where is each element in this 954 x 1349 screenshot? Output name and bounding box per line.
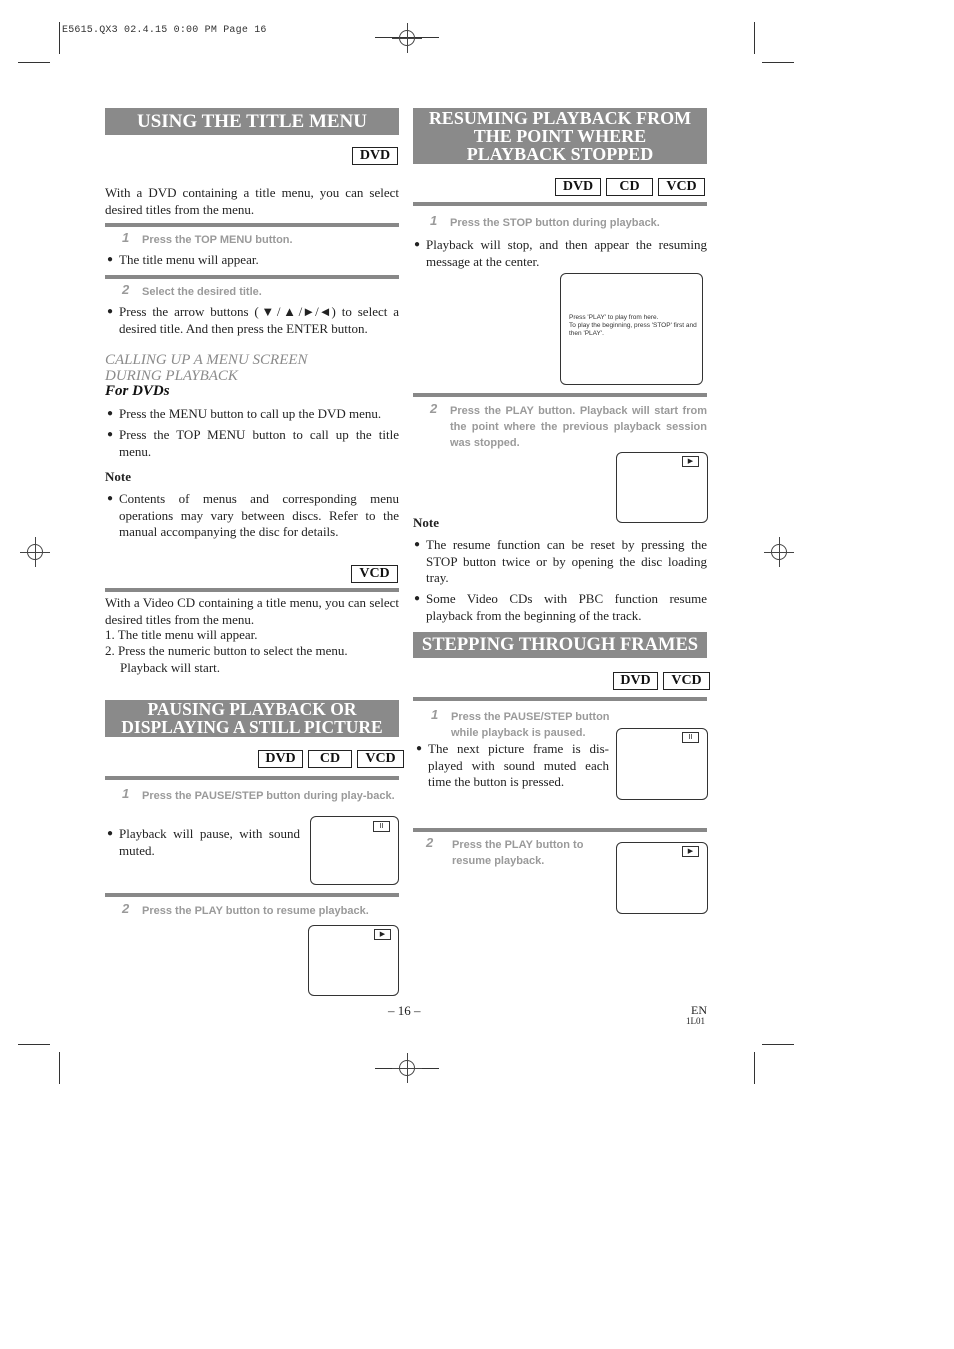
tag-cd: CD <box>308 750 352 768</box>
crop-mark <box>754 1052 755 1084</box>
tv-screen <box>308 925 399 996</box>
play-icon: ▶ <box>682 456 699 467</box>
tv-screen <box>560 273 703 385</box>
step-1: 1 Press the PAUSE/STEP button during play-back. <box>122 786 395 802</box>
bullet: ● Some Video CDs with PBC function resume playback from the beginning of the track. <box>414 591 707 623</box>
step-1: 1 Press the STOP button during playback. <box>430 213 660 229</box>
divider <box>105 776 399 780</box>
divider <box>413 202 707 206</box>
tv-screen <box>616 842 708 914</box>
vcd-step-1: 1. The title menu will appear. <box>105 627 258 642</box>
divider <box>105 893 399 897</box>
bullet: ● Contents of menus and corresponding menu operations may vary between discs. Refer to the manual accompanying the disc for details. <box>107 491 399 539</box>
pause-icon: II <box>682 732 699 743</box>
bullet: ● Playback will pause, with sound muted. <box>107 826 300 858</box>
vcd-step-2b: Playback will start. <box>120 660 221 675</box>
step-1: 1 Press the TOP MENU button. <box>122 230 293 246</box>
registration-mark <box>20 537 50 567</box>
bullet: ● The next picture frame is dis-played with sound muted each time the button is pressed. <box>416 741 609 789</box>
divider <box>105 275 399 279</box>
tag-vcd: VCD <box>663 672 710 690</box>
tag-dvd: DVD <box>555 178 601 196</box>
divider <box>413 697 707 701</box>
tag-dvd: DVD <box>613 672 658 690</box>
print-header: E5615.QX3 02.4.15 0:00 PM Page 16 <box>62 25 267 36</box>
tag-vcd: VCD <box>357 750 404 768</box>
play-icon: ▶ <box>374 929 391 940</box>
tag-vcd: VCD <box>351 565 398 583</box>
registration-mark <box>392 23 422 53</box>
subheading-calling: CALLING UP A MENU SCREEN DURING PLAYBACK <box>105 352 308 384</box>
crop-mark <box>762 1044 794 1045</box>
disc-tags <box>258 750 404 768</box>
vcd-step-2: 2. Press the numeric button to select the menu. <box>105 643 348 658</box>
step-2: 2 Select the desired title. <box>122 282 262 298</box>
note-label: Note <box>105 469 131 484</box>
intro-text: With a DVD containing a title menu, you can select desired titles from the menu. <box>105 185 399 217</box>
crop-mark <box>59 1052 60 1084</box>
divider <box>105 588 399 592</box>
disc-tags <box>613 672 710 690</box>
divider <box>413 828 707 832</box>
bullet: ● Press the TOP MENU button to call up the title menu. <box>107 427 399 459</box>
crop-mark <box>762 62 794 63</box>
registration-mark <box>764 537 794 567</box>
for-dvds-heading: For DVDs <box>105 383 170 399</box>
registration-mark <box>392 1053 422 1083</box>
bullet: ● Press the arrow buttons (▼/▲/►/◄) to select a desired title. And then press the ENTER button. <box>107 304 399 336</box>
tag-dvd: DVD <box>258 750 303 768</box>
tag-cd: CD <box>606 178 653 196</box>
tag-vcd: VCD <box>658 178 705 196</box>
disc-tags <box>555 178 705 196</box>
tv-screen <box>310 816 399 885</box>
crop-mark <box>59 22 60 54</box>
step-2: 2 Press the PLAY button to resume playback. <box>122 901 369 917</box>
bullet: ● Playback will stop, and then appear the resuming message at the center. <box>414 237 707 269</box>
section-title-pausing: PAUSING PLAYBACK OR DISPLAYING A STILL PICTURE <box>105 700 399 737</box>
crop-mark <box>18 1044 50 1045</box>
disc-tags <box>351 565 398 583</box>
step-2: 2 Press the PLAY button to resume playback. <box>426 835 584 867</box>
bullet: ● The title menu will appear. <box>107 252 259 267</box>
disc-tags <box>352 147 398 165</box>
crop-mark <box>18 62 50 63</box>
page-number: – 16 – <box>388 1003 421 1018</box>
step-2: 2 Press the PLAY button. Playback will start from the point where the previous playback session was stopped. <box>430 401 707 449</box>
crop-mark <box>754 22 755 54</box>
model-code: 1L01 <box>686 1016 705 1026</box>
note-label: Note <box>413 515 439 530</box>
play-icon: ▶ <box>682 846 699 857</box>
bullet: ● The resume function can be reset by pressing the STOP button twice or by opening the disc loading tray. <box>414 537 707 585</box>
resume-message: Press 'PLAY' to play from here. To play the beginning, press 'STOP' first and then 'PLAY'. <box>569 314 697 337</box>
pause-icon: II <box>373 821 390 832</box>
tv-screen <box>616 728 708 800</box>
divider <box>105 223 399 227</box>
vcd-intro: With a Video CD containing a title menu, you can select desired titles from the menu. <box>105 595 399 627</box>
tv-screen <box>616 452 708 523</box>
tag-dvd: DVD <box>352 147 398 165</box>
section-title-title-menu: USING THE TITLE MENU <box>105 108 399 135</box>
bullet: ● Press the MENU button to call up the DVD menu. <box>107 406 382 421</box>
divider <box>413 393 707 397</box>
language-code: EN <box>691 1003 707 1017</box>
section-title-stepping: STEPPING THROUGH FRAMES <box>413 632 707 658</box>
step-1: 1 Press the PAUSE/STEP button while playback is paused. <box>431 707 610 739</box>
section-title-resuming: RESUMING PLAYBACK FROM THE POINT WHERE PLAYBACK STOPPED <box>413 108 707 164</box>
